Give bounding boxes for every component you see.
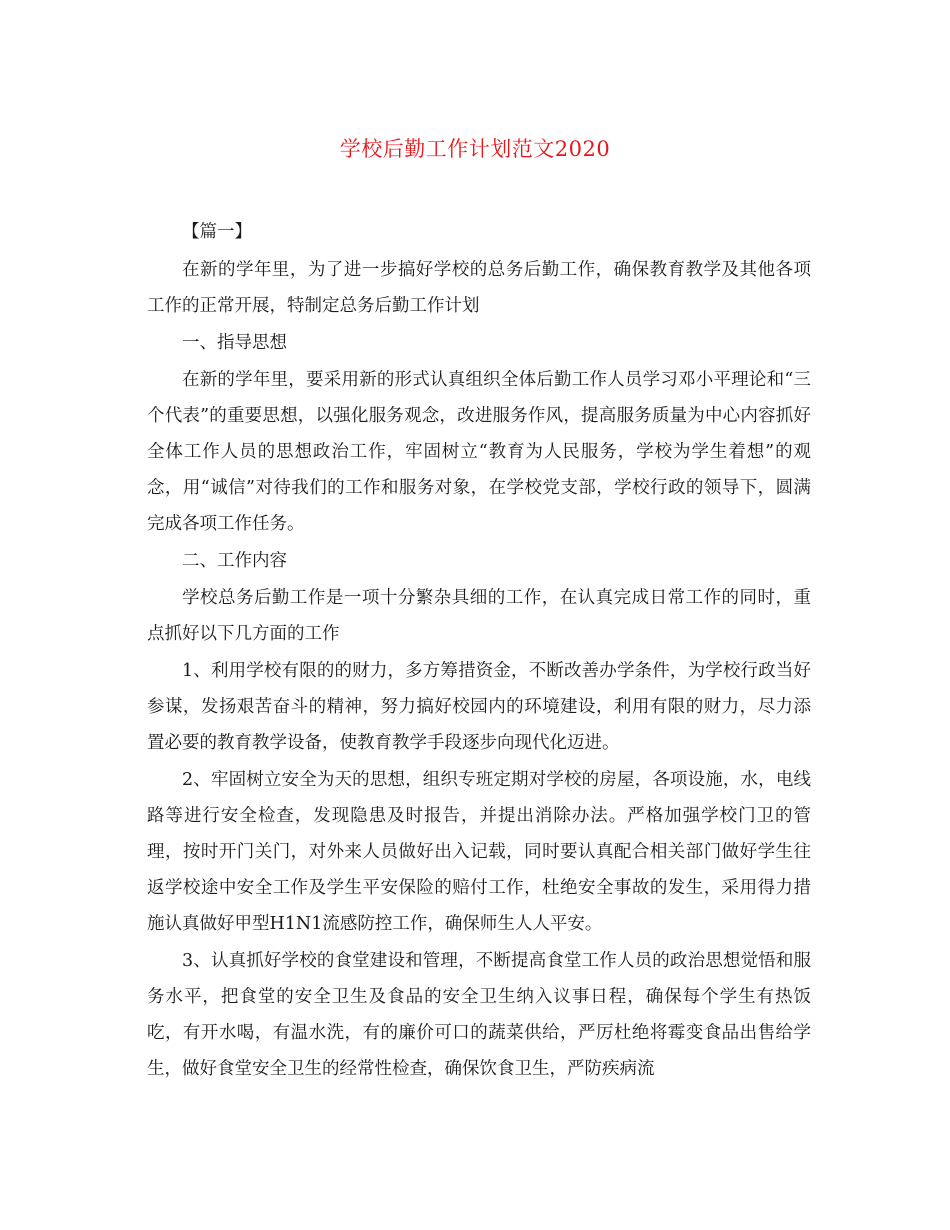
guiding-ideology-paragraph: 在新的学年里，要采用新的形式认真组织全体后勤工作人员学习邓小平理论和“三个代表”的重要思想，以强化服务观念，改进服务作风，提高服务质量为中心内容抓好全体工作人员的思想政治工作，牢固树立“教育为人民服务，学校为学生着想”的观念，用“诚信”对待我们的工作和服务对象，在学校党支部，学校行政的领导下，圆满完成各项工作任务。: [147, 370, 811, 534]
work-item-2: 2、牢固树立安全为天的思想，组织专班定期对学校的房屋，各项设施，水，电线路等进行安全检查，发现隐患及时报告，并提出消除办法。严格加强学校门卫的管理，按时开门关门，对外来人员做好出入记载，同时要认真配合相关部门做好学生往返学校途中安全工作及学生平安保险的赔付工作，杜绝安全事故的发生，采用得力措施认真做好甲型H1N1流感防控工作，确保师生人人平安。: [147, 770, 811, 934]
heading-work-content: 二、工作内容: [182, 551, 287, 571]
work-content-intro-paragraph: 学校总务后勤工作是一项十分繁杂具细的工作，在认真完成日常工作的同时，重点抓好以下几方面的工作: [147, 588, 811, 644]
document-body: [147, 214, 811, 1088]
work-item-3: 3、认真抓好学校的食堂建设和管理，不断提高食堂工作人员的政治思想觉悟和服务水平，把食堂的安全卫生及食品的安全卫生纳入议事日程，确保每个学生有热饭吃，有开水喝，有温水洗，有的廉价可口的蔬菜供给，严厉杜绝将霉变食品出售给学生，做好食堂安全卫生的经常性检查，确保饮食卫生，严防疾病流: [147, 951, 811, 1079]
heading-guiding-ideology: 一、指导思想: [182, 333, 287, 353]
section-heading-part-one: 【篇一】: [182, 222, 252, 242]
document-title: 学校后勤工作计划范文2020: [339, 137, 611, 161]
intro-paragraph: 在新的学年里，为了进一步搞好学校的总务后勤工作，确保教育教学及其他各项工作的正常开展，特制定总务后勤工作计划: [147, 260, 811, 316]
work-item-1: 1、利用学校有限的的财力，多方筹措资金，不断改善办学条件，为学校行政当好参谋，发扬艰苦奋斗的精神，努力搞好校园内的环境建设，利用有限的财力，尽力添置必要的教育教学设备，使教育教学手段逐步向现代化迈进。: [147, 661, 811, 753]
